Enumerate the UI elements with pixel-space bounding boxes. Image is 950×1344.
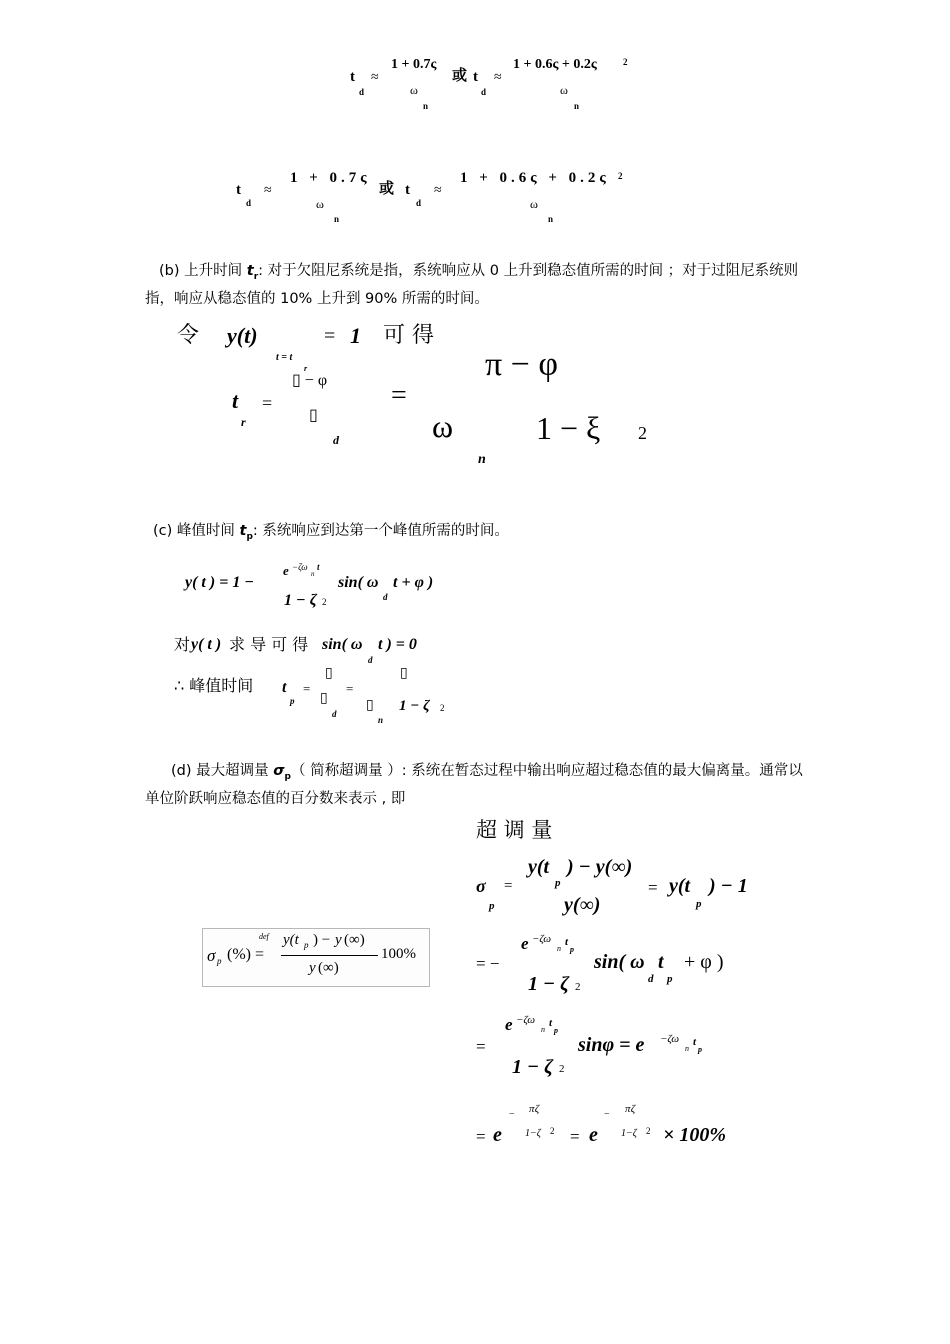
paragraph-peak-time: (c) 峰值时间 $t_p$: 系统响应到达第一个峰值所需的时间。 (153, 523, 509, 542)
overshoot-label: 超 调 量 (476, 818, 553, 842)
paragraph-rise-time: (b) 上升时间 $t_r$: 对于欠阻尼系统是指，系统响应从 0 上升到稳态值所需的时间 ；对于过阻尼系统则指，响应从稳态值的 10% 上升到 90% 所需的时间。 (145, 263, 799, 307)
paragraph-overshoot: (d) 最大超调量 $\sigma_p$（ 简称超调量 ）: 系统在暂态过程中输出响应超过稳态值的最大偏离量。通常以单位阶跃响应稳态值的百分数来表示 , 即 (145, 763, 803, 807)
or-label: 或 (452, 66, 468, 84)
ling-label: 令 (177, 323, 200, 348)
ke-de-label: 可 得 (383, 323, 434, 348)
or-label-2: 或 (379, 179, 395, 197)
overshoot-definition-image: σ p (%) = def y(t p ) − y (∞) y (∞) 100% (202, 928, 430, 987)
